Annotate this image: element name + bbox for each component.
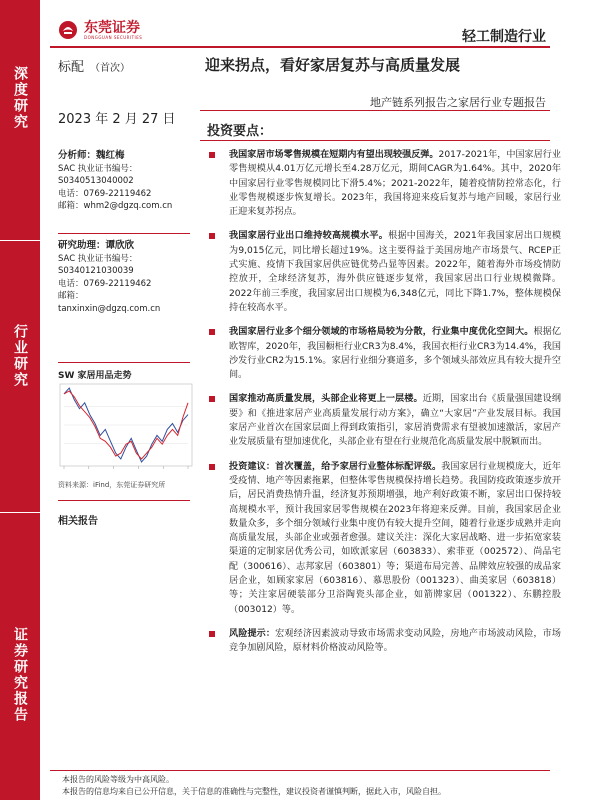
point-item xyxy=(203,229,561,315)
point-item xyxy=(203,460,561,617)
point-body: 2017-2021年，中国家居行业零售规模从4.01万亿元增长至4.28万亿元，期间CAGR为1.64%。其中，2020年中国家居行业零售规模同比下滑5.4%；2021-2022年，随着疫情防控常态化，行业零售规模逐步恢复增长。2023年，我国将迎来疫后复苏与地产回暖，家居行业正迎来复苏拐点。 xyxy=(229,150,561,218)
point-item xyxy=(203,148,561,219)
banner-divider xyxy=(0,512,40,513)
banner-divider xyxy=(0,240,40,241)
banner-label-industry-research: 行业研究 xyxy=(12,324,28,388)
rating xyxy=(58,56,130,75)
bullet-square-icon xyxy=(209,464,215,470)
risk-level-note: 本报告的风险等级为中高风险。 xyxy=(62,775,174,784)
report-subtitle: 地产链系列报告之家居行业专题报告 xyxy=(370,96,546,109)
point-body: 根据亿欧智库，2020年，我国橱柜行业CR3为8.4%，我国衣柜行业CR3为14.4%，我国沙发行业CR2为15.1%。家居行业细分赛道多，多个领域头部效应具有较大提升空间。 xyxy=(229,327,561,381)
bullet-square-icon xyxy=(209,329,215,335)
assistant-sac-number: S0340121030039 xyxy=(58,266,134,276)
point-body: 我国家居行业规模庞大，近年受疫情、地产等因素拖累，但整体零售规模保持增长趋势。我国防疫政策逐步放开后，居民消费热情升温，经济复苏预期增强，地产利好政策不断，家居出口保持较高规模水平，预计我国家居零售规模在2023年将迎来反弹。目前，我国家居企业数量众多，多个细分领域行业集中度仍有较大提升空间，随着行业逐步成熟并走向高质量发展，头部企业或强者愈强。建议关注：深化大家居战略、进一步拓宽家装渠道的定制家居优秀公司，如欧派家居（603833）、索菲亚（002572）、尚品宅配（300616）、志邦家居（603801）等；渠道布局完善、品牌效应较强的成品家居企业，如顾家家居（603816）、慕思股份（001323）、曲美家居（603818）等；关注家居硬装部分卫浴陶瓷头部企业，如箭牌家居（001322）、东鹏控股（003012）等。 xyxy=(229,461,561,615)
rating-note: （首次） xyxy=(90,63,131,74)
side-divider xyxy=(58,233,190,234)
point-body: 近期，国家出台《质量强国建设纲要》和《推进家居产业高质量发展行动方案》，确立“大家居”产业发展目标。我国家居产业首次在国家层面上得到政策指引，家居消费需求有望被加速激活，家居产业发展质量有望加速优化，头部企业有望在行业规范化高质量发展中脱颖而出。 xyxy=(229,394,561,448)
side-divider xyxy=(58,362,190,363)
point-body: 宏观经济因素波动导致市场需求变动风险，房地产市场波动风险，市场竞争加剧风险，原材料价格波动风险等。 xyxy=(229,628,561,654)
logo-text: 东莞证券 xyxy=(84,19,140,36)
related-reports-heading: 相关报告 xyxy=(58,516,98,527)
report-title: 迎来拐点，看好家居复苏与高质量发展 xyxy=(205,56,461,74)
point-item xyxy=(203,392,561,449)
side-banner xyxy=(0,0,40,800)
point-lead: 我国家居市场零售规模在短期内有望出现较强反弹。 xyxy=(229,150,439,160)
point-lead: 风险提示： xyxy=(229,628,276,639)
industry-name: 轻工制造行业 xyxy=(462,29,546,45)
banner-label-deep-research: 深度研究 xyxy=(12,66,28,130)
analyst-name: 分析师：魏红梅 xyxy=(58,150,125,161)
report-date: 2023 年 2 月 27 日 xyxy=(58,112,176,127)
assistant-name: 研究助理：谭欣欣 xyxy=(58,240,135,251)
point-lead: 国家推动高质量发展，头部企业将更上一层楼。 xyxy=(229,394,423,405)
assistant-sac-label: SAC 执业证书编号： xyxy=(58,253,138,264)
analyst-sac-label: SAC 执业证书编号： xyxy=(58,163,138,174)
chart-title: SW 家居用品走势 xyxy=(58,371,132,381)
disclaimer xyxy=(62,774,542,798)
points-divider xyxy=(200,140,550,141)
investment-points-heading: 投资要点： xyxy=(207,124,273,139)
point-lead: 我国家居行业出口维持较高规模水平。 xyxy=(229,231,389,242)
rating-label: 标配 xyxy=(58,60,85,75)
point-lead: 我国家居行业多个细分领域的市场格局较为分散，行业集中度优化空间大。 xyxy=(229,327,534,338)
banner-label-securities-report: 证券研究报告 xyxy=(12,627,28,723)
bullet-square-icon xyxy=(209,631,215,637)
company-logo xyxy=(58,20,142,40)
bullet-square-icon xyxy=(209,152,215,158)
bullet-square-icon xyxy=(209,233,215,239)
assistant-info xyxy=(58,240,190,315)
subtitle-divider xyxy=(200,110,550,111)
logo-subtext: DONGGUAN SECURITIES xyxy=(84,34,143,40)
trend-chart xyxy=(58,380,194,480)
analyst-email: 邮箱：whm2@dgzq.com.cn xyxy=(58,201,173,211)
assistant-email: tanxinxin@dgzq.com.cn xyxy=(58,303,161,314)
analyst-info xyxy=(58,150,190,213)
point-item xyxy=(203,325,561,382)
assistant-email-label: 邮箱： xyxy=(58,291,84,301)
header-divider xyxy=(50,46,550,48)
analyst-sac-number: S0340513040002 xyxy=(58,176,134,186)
footer-divider xyxy=(50,770,550,771)
logo-mark-icon xyxy=(58,20,78,40)
assistant-phone: 电话：0769-22119462 xyxy=(58,278,152,289)
bullet-square-icon xyxy=(209,396,215,402)
info-source-note: 本报告的信息均来自已公开信息，关于信息的准确性与完整性，建议投资者谨慎判断，据此入市，风险自担。 xyxy=(62,787,446,796)
point-body: 根据中国海关，2021年我国家居出口规模为9,015亿元，同比增长超过19%。这主要得益于美国房地产市场景气、RCEP正式实施、疫情下我国家居供应链优势凸显等因素。2022年，随着海外市场疫情防控放开，全球经济复苏，海外供应链逐步复常，我国家居出口行业规模微降。2022年前三季度，我国家居出口规模为6,348亿元，同比下降1.7%，整体规模保持在较高水平。 xyxy=(229,231,561,313)
point-item xyxy=(203,627,561,656)
point-lead: 投资建议：首次覆盖，给予家居行业整体标配评级。 xyxy=(229,461,442,472)
investment-points-list xyxy=(203,148,561,666)
analyst-phone: 电话：0769-22119462 xyxy=(58,188,152,199)
side-divider xyxy=(58,500,190,501)
chart-source: 资料来源：iFind，东莞证券研究所 xyxy=(58,481,166,489)
trend-chart-svg xyxy=(58,380,194,480)
